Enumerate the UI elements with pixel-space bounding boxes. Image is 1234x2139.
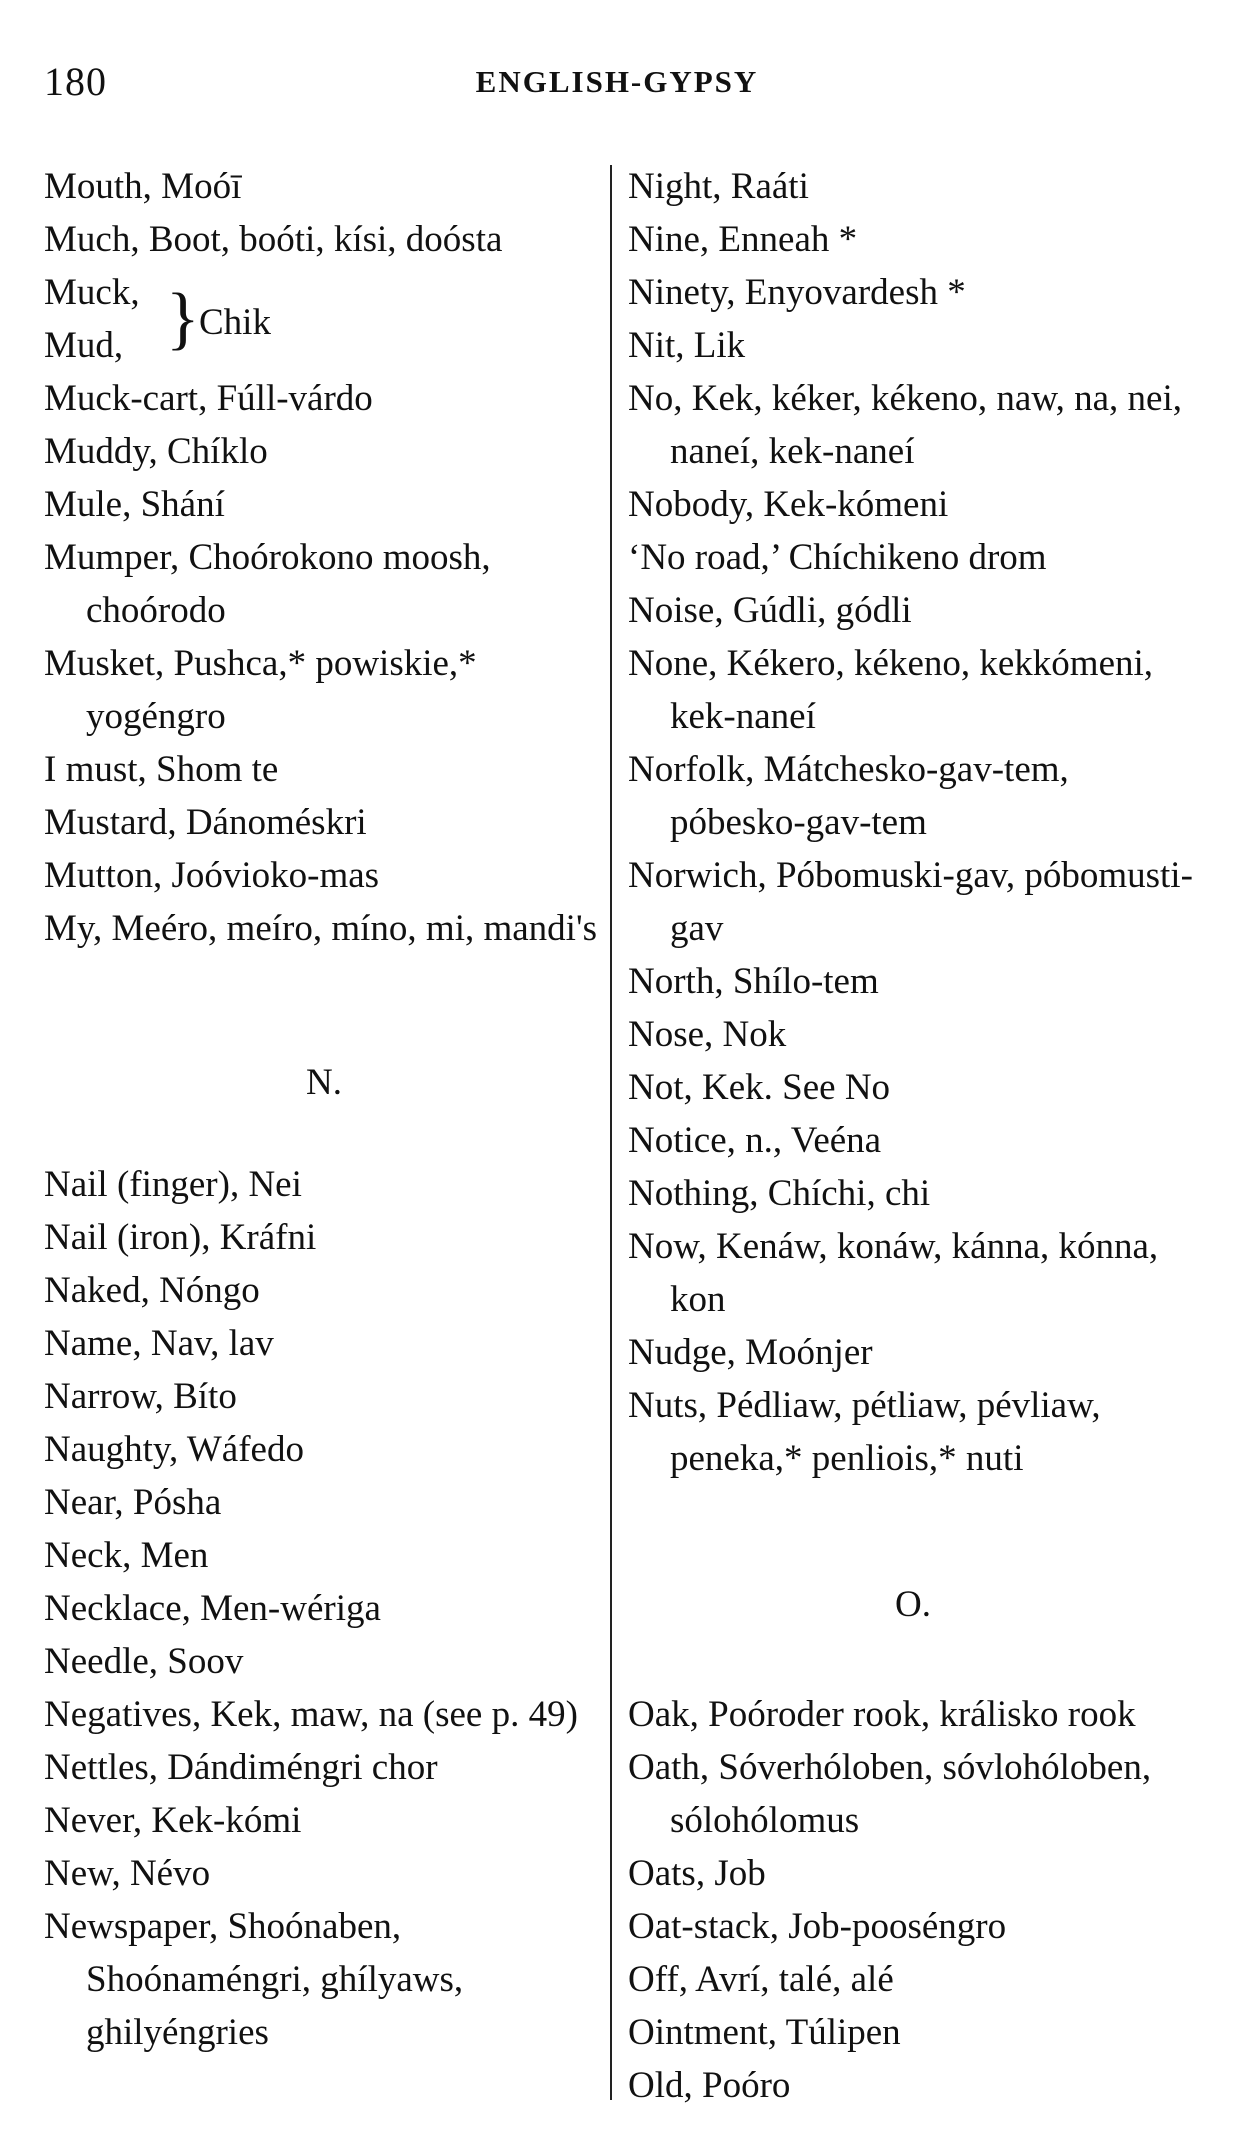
dictionary-entry: Old, Poóro <box>628 2065 791 2106</box>
dictionary-entry: Nail (finger), Nei <box>44 1164 302 1205</box>
dictionary-entry: Near, Pósha <box>44 1482 222 1523</box>
page-number: 180 <box>44 59 107 104</box>
dictionary-entry: ‘No road,’ Chíchikeno drom <box>628 537 1047 578</box>
dictionary-entry: Nudge, Moónjer <box>628 1332 873 1373</box>
dictionary-entry: Nose, Nok <box>628 1014 787 1055</box>
dictionary-entry: Nail (iron), Kráfni <box>44 1217 317 1258</box>
dictionary-entry: Oak, Poóroder rook, králisko rook <box>628 1694 1136 1735</box>
dictionary-entry: Negatives, Kek, maw, na (see p. 49) <box>44 1694 578 1735</box>
dictionary-entry: Noise, Gúdli, gódli <box>628 590 912 631</box>
dictionary-entry: Ninety, Enyovardesh * <box>628 272 966 313</box>
dictionary-entry: Needle, Soov <box>44 1641 244 1682</box>
dictionary-entry: Mustard, Dánoméskri <box>44 802 367 843</box>
dictionary-entry: Mutton, Joóvioko-mas <box>44 855 380 896</box>
dictionary-entry: Mule, Shání <box>44 484 225 525</box>
dictionary-entry: Necklace, Men-wériga <box>44 1588 381 1629</box>
dictionary-entry: Ointment, Túlipen <box>628 2012 901 2053</box>
dictionary-entry: Off, Avrí, talé, alé <box>628 1959 894 2000</box>
dictionary-entry: Nobody, Kek-kómeni <box>628 484 949 525</box>
dictionary-entry: Naked, Nóngo <box>44 1270 260 1311</box>
dictionary-entry: Oath, Sóverhóloben, sóvlohóloben, sólohólomus <box>628 1747 1152 1841</box>
dictionary-entry: Name, Nav, lav <box>44 1323 274 1364</box>
dictionary-entry: North, Shílo-tem <box>628 961 879 1002</box>
dictionary-entry: Notice, n., Veéna <box>628 1120 882 1161</box>
dictionary-entry: Mouth, Moóī <box>44 166 242 207</box>
dictionary-entry: Night, Raáti <box>628 166 809 207</box>
dictionary-entry: My, Meéro, meíro, míno, mi, mandi's <box>44 908 598 949</box>
dictionary-entry: Naughty, Wáfedo <box>44 1429 304 1470</box>
dictionary-entry: Much, Boot, boóti, kísi, doósta <box>44 219 503 260</box>
dictionary-entry: Newspaper, Shoónaben, Shoónaméngri, ghílyaws, ghilyéngries <box>44 1906 464 2053</box>
dictionary-entry: Nine, Enneah * <box>628 219 858 260</box>
dictionary-entry: Nettles, Dándiméngri chor <box>44 1747 438 1788</box>
column-divider <box>610 165 612 2100</box>
dictionary-entry: None, Kékero, kékeno, kekkómeni, kek-naneí <box>628 643 1154 737</box>
section-heading-n: N. <box>306 1062 342 1103</box>
page-header <box>0 58 1234 118</box>
dictionary-entry: Mumper, Choórokono moosh, choórodo <box>44 537 491 631</box>
dictionary-entry: Oat-stack, Job-pooséngro <box>628 1906 1007 1947</box>
dictionary-entry: Nit, Lik <box>628 325 746 366</box>
dictionary-entry: Not, Kek. See No <box>628 1067 891 1108</box>
dictionary-entry: Nothing, Chíchi, chi <box>628 1173 931 1214</box>
dictionary-entry: Musket, Pushca,* powiskie,* yogéngro <box>44 643 477 737</box>
dictionary-entry: Oats, Job <box>628 1853 766 1894</box>
brace-entry-word: Muck, <box>44 272 140 313</box>
running-head: ENGLISH-GYPSY <box>475 64 759 99</box>
section-heading-o: O. <box>895 1584 931 1625</box>
dictionary-entry: New, Névo <box>44 1853 211 1894</box>
brace-entry-translation: Chik <box>199 302 271 343</box>
left-column <box>44 160 604 2059</box>
dictionary-entry: Neck, Men <box>44 1535 209 1576</box>
right-column <box>628 160 1198 2112</box>
dictionary-entry: Norfolk, Mátchesko-gav-tem, póbesko-gav-tem <box>628 749 1069 843</box>
brace-symbol: } <box>166 280 200 357</box>
brace-entry-group <box>44 266 604 372</box>
dictionary-entry: Narrow, Bíto <box>44 1376 237 1417</box>
dictionary-entry: Never, Kek-kómi <box>44 1800 302 1841</box>
dictionary-entry: Norwich, Póbomuski-gav, póbomusti-gav <box>628 855 1193 949</box>
dictionary-entry: Nuts, Pédliaw, pétliaw, pévliaw, peneka,* penliois,* nuti <box>628 1385 1101 1479</box>
dictionary-entry: I must, Shom te <box>44 749 279 790</box>
dictionary-entry: Muddy, Chíklo <box>44 431 268 472</box>
dictionary-entry: No, Kek, kéker, kékeno, naw, na, nei, naneí, kek-naneí <box>628 378 1183 472</box>
brace-entry-word: Mud, <box>44 325 124 366</box>
dictionary-entry: Muck-cart, Fúll-várdo <box>44 378 373 419</box>
dictionary-entry: Now, Kenáw, konáw, kánna, kónna, kon <box>628 1226 1159 1320</box>
